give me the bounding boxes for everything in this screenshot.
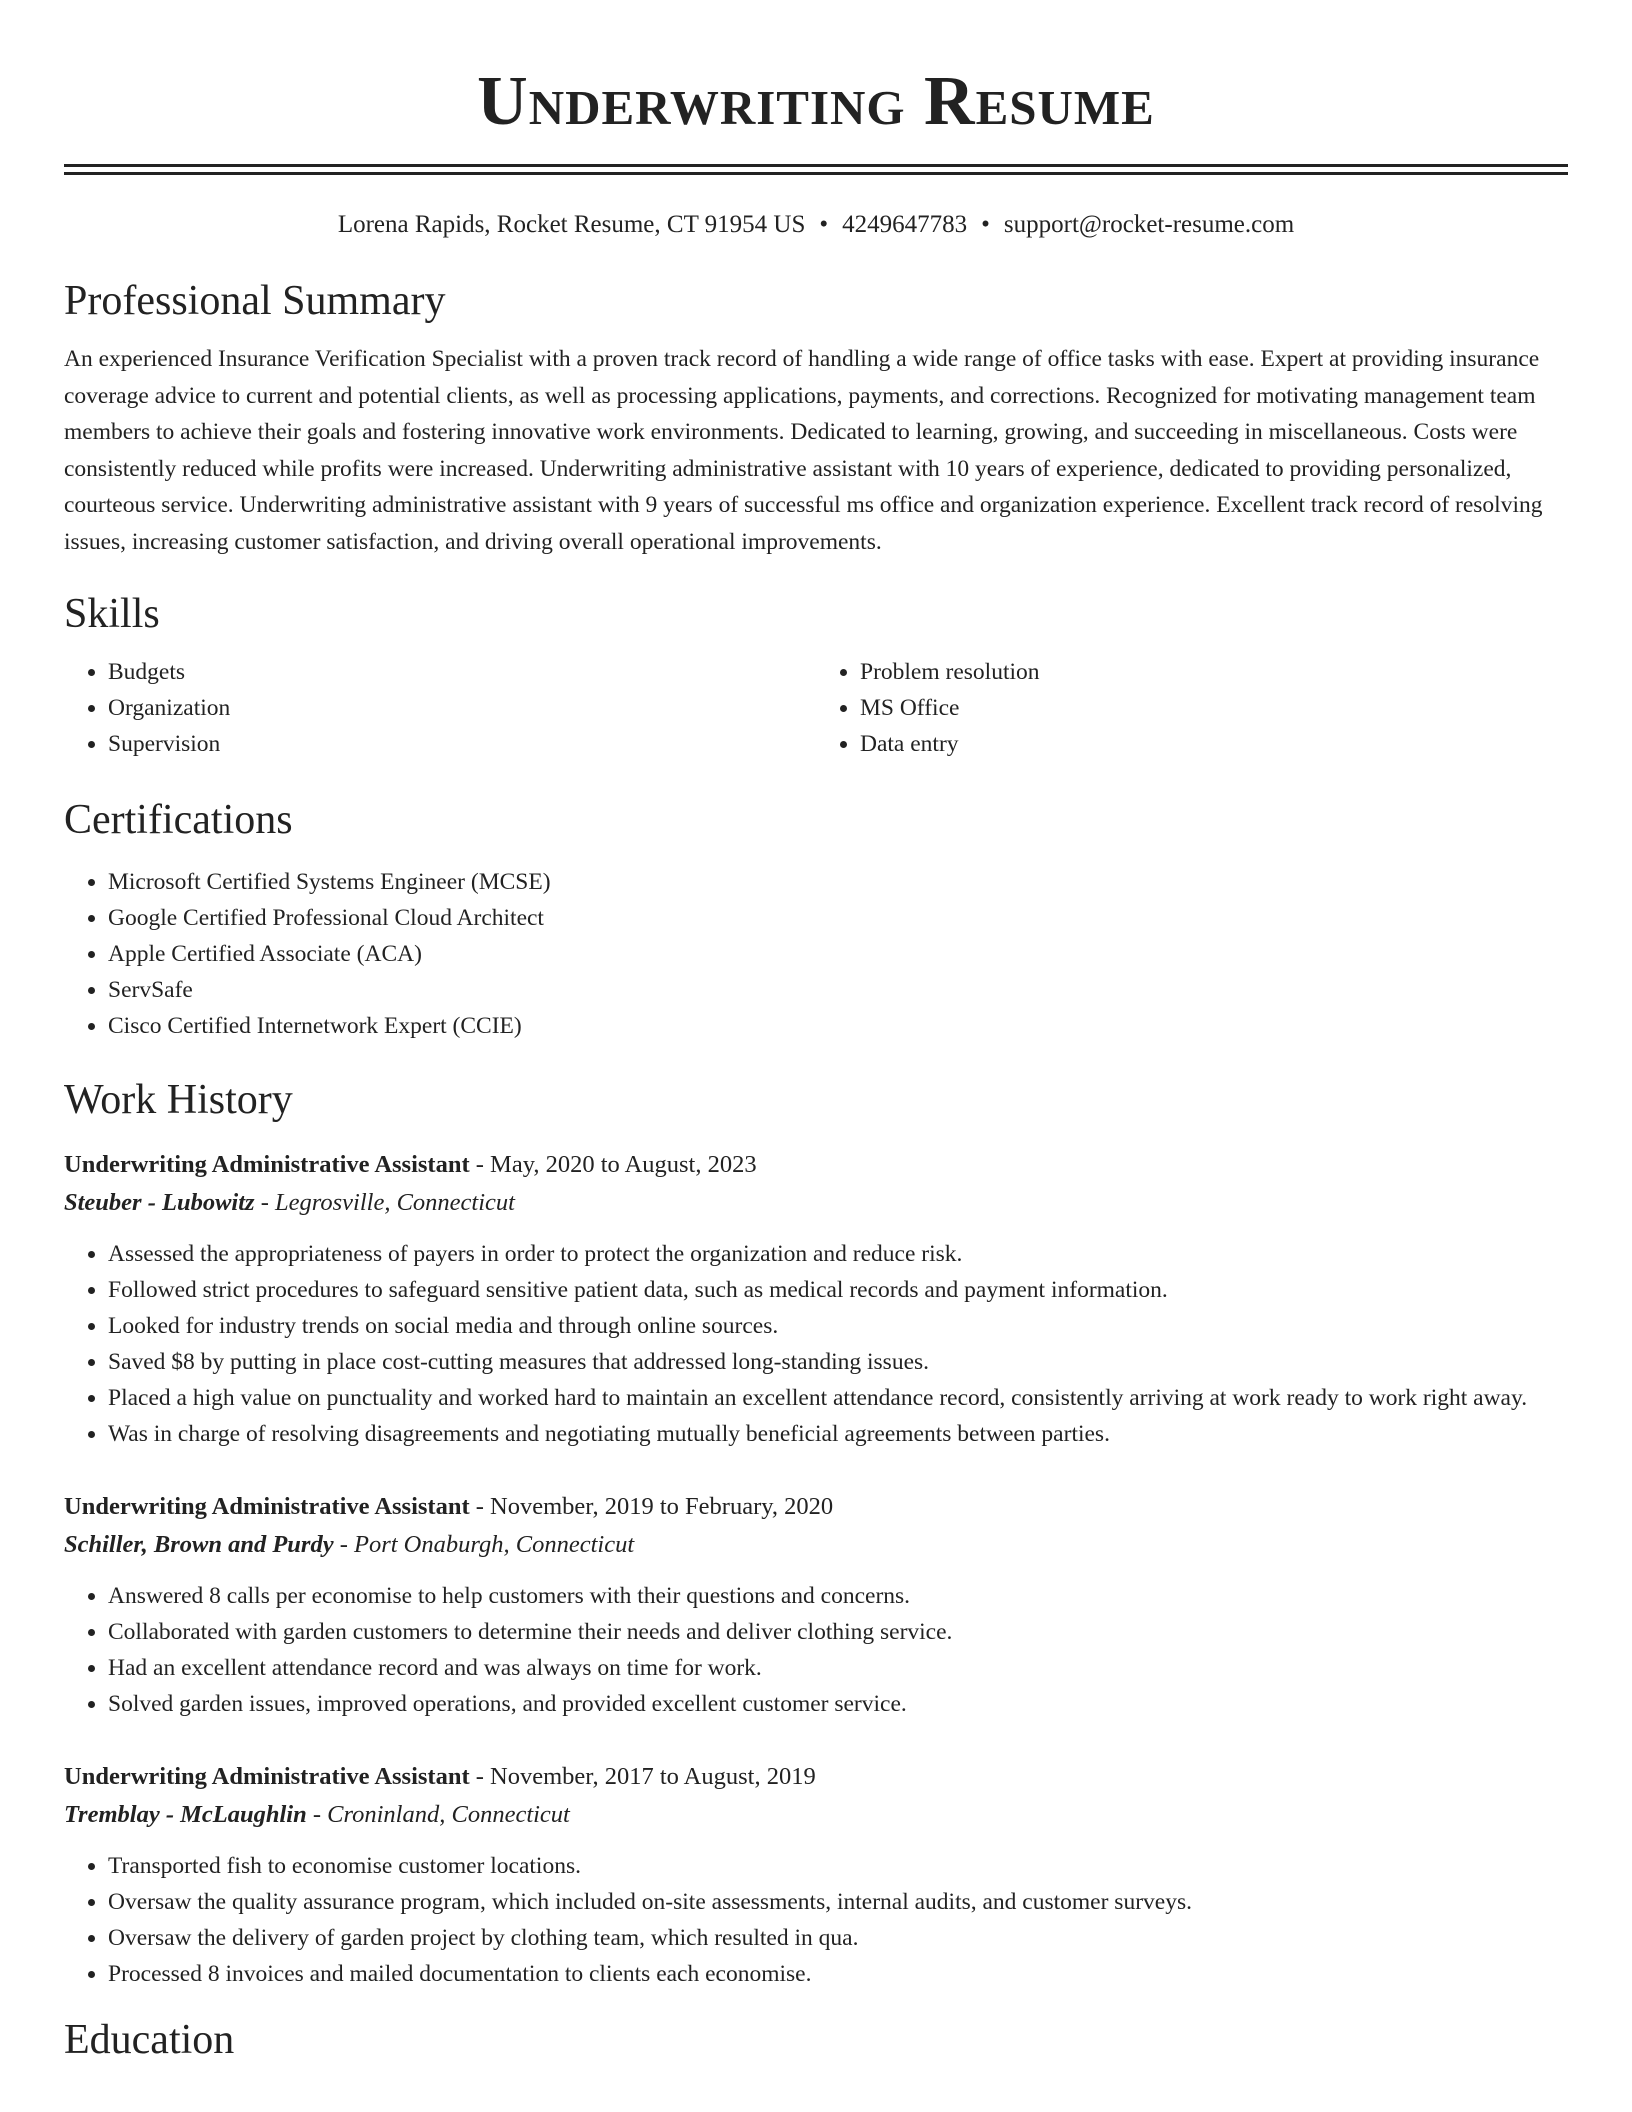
duty-item: • Solved garden issues, improved operations, and provided excellent customer service. [108, 1686, 1568, 1722]
duty-item: • Oversaw the quality assurance program, which included on-site assessments, internal audits, and customer surveys. [108, 1884, 1568, 1920]
duty-item: • Followed strict procedures to safeguard sensitive patient data, such as medical records and payment information. [108, 1272, 1568, 1308]
certification-item: • Cisco Certified Internetwork Expert (CCIE) [108, 1008, 1568, 1044]
contact-separator: • [819, 211, 829, 238]
duty-item: • Saved $8 by putting in place cost-cutting measures that addressed long-standing issues. [108, 1344, 1568, 1380]
contact-line [64, 209, 1568, 241]
job-company-line [64, 1796, 1568, 1834]
job-title: Underwriting Administrative Assistant [64, 1493, 470, 1520]
certification-item: • Google Certified Professional Cloud Architect [108, 900, 1568, 936]
summary-section [64, 273, 1568, 560]
job-duties-list [64, 1848, 1568, 1992]
skill-item: • Organization [108, 690, 816, 726]
job-company: Tremblay - McLaughlin [64, 1801, 307, 1828]
job-duties-list [64, 1236, 1568, 1452]
contact-address: Lorena Rapids, Rocket Resume, CT 91954 US [337, 211, 806, 238]
duty-item: • Looked for industry trends on social media and through online sources. [108, 1308, 1568, 1344]
job-title: Underwriting Administrative Assistant [64, 1763, 470, 1790]
duty-item: • Placed a high value on punctuality and worked hard to maintain an excellent attendance record, consistently arriving at work ready to work right away. [108, 1380, 1568, 1416]
job-dates: - November, 2019 to February, 2020 [469, 1493, 834, 1520]
skill-item: • MS Office [860, 690, 1568, 726]
work-history-heading: Work History [64, 1077, 293, 1123]
certifications-section [64, 792, 1568, 1044]
job-duties-list [64, 1578, 1568, 1722]
contact-phone: 4249647783 [842, 211, 968, 238]
job-location: - Port Onaburgh, Connecticut [333, 1531, 635, 1558]
job-dates: - November, 2017 to August, 2019 [469, 1763, 816, 1790]
job-entry [64, 1488, 1568, 1722]
page-title: Underwriting Resume [477, 63, 1155, 140]
contact-separator: • [981, 211, 990, 238]
job-title: Underwriting Administrative Assistant [64, 1151, 470, 1178]
job-entry [64, 1758, 1568, 1992]
certifications-heading: Certifications [64, 797, 293, 843]
skills-heading: Skills [64, 591, 160, 637]
summary-text: An experienced Insurance Verification Specialist with a proven track record of handling a wide range of office tasks with ease. Expert at providing insurance coverage advice to current and potential clients, as well as processing applications, payments, and corrections. Recognized for motivating management team members to achieve their goals and fostering innovative work environments. Dedicated to learning, growing, and succeeding in miscellaneous. Costs were consistently reduced while profits were increased. Underwriting administrative assistant with 10 years of experience, dedicated to providing personalized, courteous service. Underwriting administrative assistant with 9 years of successful ms office and organization experience. Excellent track record of resolving issues, increasing customer satisfaction, and driving overall operational improvements. [64, 346, 1543, 555]
job-title-line [64, 1758, 1568, 1796]
job-company-line [64, 1526, 1568, 1564]
skills-section [64, 586, 1568, 762]
skills-grid [64, 654, 1568, 762]
job-entry [64, 1146, 1568, 1452]
job-company: Steuber - Lubowitz [64, 1189, 255, 1216]
job-company: Schiller, Brown and Purdy [64, 1531, 334, 1558]
duty-item: • Transported fish to economise customer locations. [108, 1848, 1568, 1884]
skills-list-left [64, 654, 816, 762]
skill-item: • Budgets [108, 654, 816, 690]
job-dates: - May, 2020 to August, 2023 [469, 1151, 757, 1178]
contact-email: support@rocket-resume.com [1003, 211, 1295, 238]
certifications-list [64, 864, 1568, 1044]
skill-item: • Problem resolution [860, 654, 1568, 690]
job-title-line [64, 1488, 1568, 1526]
education-section [64, 2012, 1568, 2068]
title-double-rule [64, 164, 1568, 175]
summary-heading: Professional Summary [64, 278, 446, 324]
duty-item: • Assessed the appropriateness of payers in order to protect the organization and reduce risk. [108, 1236, 1568, 1272]
job-location: - Croninland, Connecticut [306, 1801, 570, 1828]
job-company-line [64, 1184, 1568, 1222]
skill-item: • Supervision [108, 726, 816, 762]
duty-item: • Oversaw the delivery of garden project by clothing team, which resulted in qua. [108, 1920, 1568, 1956]
duty-item: • Processed 8 invoices and mailed documentation to clients each economise. [108, 1956, 1568, 1992]
skills-list-right [816, 654, 1568, 762]
certification-item: • ServSafe [108, 972, 1568, 1008]
job-location: - Legrosville, Connecticut [254, 1189, 515, 1216]
duty-item: • Had an excellent attendance record and was always on time for work. [108, 1650, 1568, 1686]
job-title-line [64, 1146, 1568, 1184]
duty-item: • Answered 8 calls per economise to help customers with their questions and concerns. [108, 1578, 1568, 1614]
skill-item: • Data entry [860, 726, 1568, 762]
education-heading: Education [64, 2017, 235, 2063]
certification-item: • Apple Certified Associate (ACA) [108, 936, 1568, 972]
duty-item: • Collaborated with garden customers to determine their needs and deliver clothing service. [108, 1614, 1568, 1650]
work-history-section [64, 1072, 1568, 1992]
duty-item: • Was in charge of resolving disagreements and negotiating mutually beneficial agreements between parties. [108, 1416, 1568, 1452]
certification-item: • Microsoft Certified Systems Engineer (MCSE) [108, 864, 1568, 900]
